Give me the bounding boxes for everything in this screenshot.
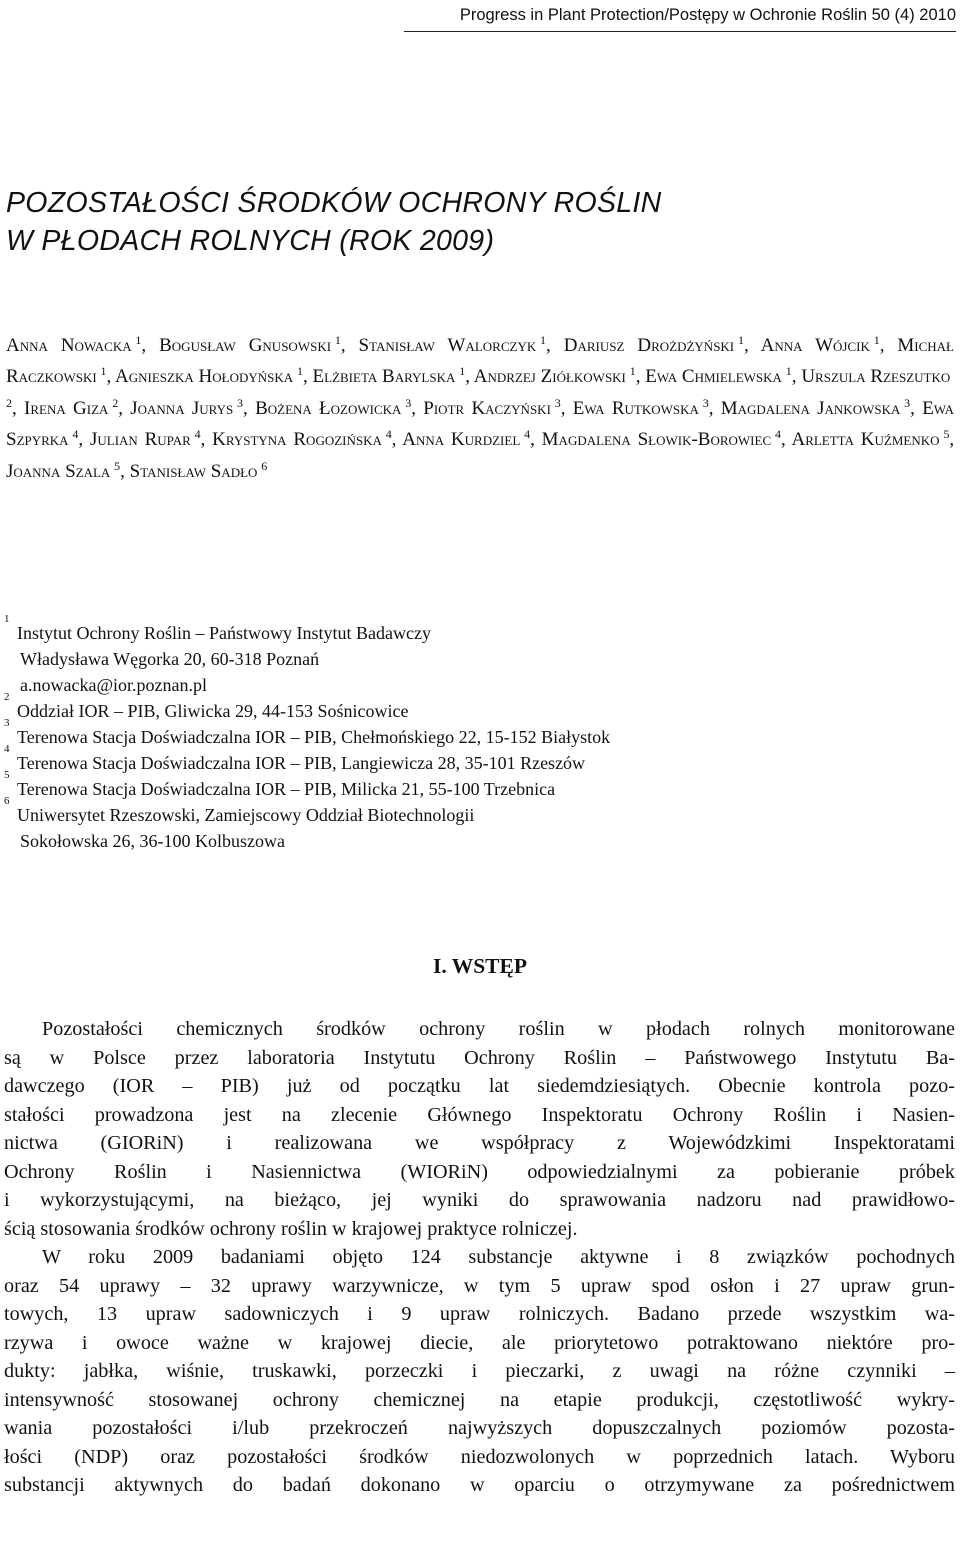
- author-affiliation-marker: 4: [194, 427, 201, 442]
- author-name: Michał Raczkowski: [6, 335, 955, 388]
- article-title: [6, 184, 946, 260]
- author: [24, 395, 119, 419]
- author: [212, 429, 392, 450]
- paragraph-line: nictwa (GIORiN) i realizowana we współpracy z Wojewódzkimi Inspektoratami: [4, 1132, 955, 1154]
- paragraph-line: Ochrony Roślin i Nasiennictwa (WIORiN) odpowiedzialnymi za pobieranie próbek: [4, 1160, 955, 1183]
- affiliation-line: Uniwersytet Rzeszowski, Zamiejscowy Oddział Biotechnologii: [17, 805, 475, 825]
- affiliation-line: Terenowa Stacja Doświadczalna IOR – PIB, Langiewicza 28, 35-101 Rzeszów: [17, 753, 586, 773]
- paragraph-line: dukty: jabłka, wiśnie, truskawki, porzeczki i pieczarki, z uwagi na różne czynniki –: [4, 1360, 955, 1382]
- author-affiliation-marker: 4: [774, 427, 781, 442]
- author-name: Irena Giza: [24, 397, 109, 419]
- paragraph-line: oraz 54 uprawy – 32 uprawy warzywnicze, w tym 5 upraw spod osłon i 27 upraw grun-: [4, 1274, 955, 1297]
- paragraph: [4, 1015, 955, 1243]
- paragraph-line: stałości prowadzona jest na zlecenie Głównego Inspektoratu Ochrony Roślin i Nasien-: [4, 1103, 955, 1126]
- author-name: Magdalena Jankowska: [720, 397, 901, 419]
- affiliation-item: [4, 613, 904, 698]
- paragraph-line: są w Polsce przez laboratoria Instytutu Ochrony Roślin – Państwowego Instytutu Ba-: [4, 1046, 955, 1069]
- author-name: Arletta Kuźmenko: [791, 429, 940, 451]
- author-name: Elżbieta Barylska: [312, 366, 456, 388]
- author-affiliation-marker: 1: [459, 364, 466, 379]
- affiliation-item: [4, 795, 904, 854]
- author-name: Urszula Rzeszutko: [801, 366, 951, 388]
- author: [791, 429, 949, 450]
- author: [572, 395, 709, 419]
- paragraph-line: rzywa i owoce ważne w krajowej diecie, ale priorytetowo potraktowano niektóre pro-: [4, 1331, 955, 1354]
- affiliation-item: [4, 769, 904, 802]
- author-name: Krystyna Rogozińska: [212, 429, 382, 451]
- author: [313, 366, 466, 387]
- affiliation-list: [4, 613, 904, 854]
- author-affiliation-marker: 1: [785, 364, 792, 379]
- author-affiliation-marker: 3: [554, 395, 561, 410]
- author-name: Anna Nowacka: [6, 335, 132, 356]
- author: [159, 335, 341, 356]
- article-title-line: W PŁODACH ROLNYCH (ROK 2009): [6, 225, 495, 257]
- affiliation-number: 1: [4, 613, 10, 625]
- author-name: Joanna Szala: [6, 460, 111, 482]
- author-name: Stanisław Walorczyk: [358, 335, 537, 356]
- paragraph-line: substancji aktywnych do badań dokonano w oparciu o otrzymywane za pośrednictwem: [4, 1474, 955, 1496]
- affiliation-line: Władysława Węgorka 20, 60-318 Poznań: [20, 649, 320, 669]
- author: [761, 335, 880, 356]
- author-list: Anna Nowacka $^1$, Bogusław Gnusowski $^1$, Stanisław Walorczyk $^1$, Dariusz Drożdżyński $^1$, Anna Wójcik $^1$, Michał Raczkowski $^1$, Agnieszka Hołodyńska $^1$, Elżbieta Barylska $^1$, Andrzej Ziółkowski $^1$, Ewa Chmielewska $^1$, Urszula Rzeszutko $^2$, Irena Giza $^2$, Joanna Jurys $^3$, Bożena Łozowicka $^3$, Piotr Kaczyński $^3$, Ewa Rutkowska $^3$, Magdalena Jankowska $^3$, Ewa Szpyrka $^4$, Julian Rupar $^4$, Krystyna Rogozińska $^4$, Anna Kurdziel $^4$, Magdalena Słowik-Borowiec $^4$, Arletta Kuźmenko $^5$, Joanna Szala $^5$, Stanisław Sadło $^6$: [6, 333, 955, 482]
- paragraph-line: towych, 13 upraw sadowniczych i 9 upraw rolniczych. Badano przede wszystkim wa-: [4, 1303, 955, 1325]
- paragraph-line: i wykorzystującymi, na bieżąco, jej wyniki do sprawowania nadzoru nad prawidłowo-: [4, 1189, 955, 1211]
- author: [720, 395, 911, 419]
- author: [402, 429, 530, 450]
- paragraph-line: W roku 2009 badaniami objęto 124 substancje aktywne i 8 związków pochodnych: [42, 1246, 955, 1268]
- affiliation-item: [4, 691, 904, 724]
- author: [423, 395, 561, 419]
- author-affiliation-marker: 5: [114, 458, 121, 473]
- author-affiliation-marker: 1: [629, 364, 636, 379]
- affiliation-line: a.nowacka@ior.poznan.pl: [20, 675, 208, 695]
- author: [6, 335, 141, 356]
- author-affiliation-marker: 1: [135, 333, 142, 347]
- author: [130, 395, 244, 419]
- author: [474, 366, 636, 387]
- author-affiliation-marker: 1: [873, 333, 880, 347]
- affiliation-number: 6: [4, 795, 10, 807]
- author-name: Bogusław Gnusowski: [159, 335, 332, 356]
- section-heading: I. WSTĘP: [433, 954, 527, 978]
- paragraph-line: ścią stosowania środków ochrony roślin w krajowej praktyce rolniczej.: [4, 1217, 578, 1240]
- author-name: Joanna Jurys: [130, 397, 234, 419]
- paragraph: [4, 1243, 955, 1500]
- author-affiliation-marker: 3: [702, 395, 709, 410]
- author-affiliation-marker: 5: [943, 427, 950, 442]
- author-affiliation-marker: 1: [540, 333, 547, 347]
- author-affiliation-marker: 1: [296, 364, 303, 379]
- affiliation-line: Instytut Ochrony Roślin – Państwowy Instytut Badawczy: [17, 623, 431, 643]
- author-name: Magdalena Słowik-Borowiec: [541, 429, 772, 451]
- author-affiliation-marker: 1: [737, 333, 744, 347]
- affiliation-number: 5: [4, 769, 10, 781]
- author: [255, 395, 412, 419]
- affiliation-number: 3: [4, 717, 10, 729]
- author: [115, 366, 303, 387]
- author: [542, 429, 781, 450]
- author-affiliation-marker: 3: [904, 395, 911, 410]
- author-name: Anna Wójcik: [760, 335, 870, 356]
- author-affiliation-marker: 2: [6, 395, 12, 410]
- author-name: Ewa Rutkowska: [572, 397, 699, 419]
- author-name: Ewa Chmielewska: [645, 366, 782, 388]
- affiliation-line: Sokołowska 26, 36-100 Kolbuszowa: [20, 831, 285, 851]
- affiliation-item: [4, 717, 904, 750]
- paragraph-line: wania pozostałości i/lub przekroczeń najwyższych dopuszczalnych poziomów pozosta-: [4, 1417, 955, 1439]
- author-affiliation-marker: 1: [100, 364, 107, 379]
- article-title-line: POZOSTAŁOŚCI ŚRODKÓW OCHRONY ROŚLIN: [6, 187, 662, 219]
- paragraph-line: dawczego (IOR – PIB) już od początku lat siedemdziesiątych. Obecnie kontrola pozo-: [4, 1075, 955, 1097]
- author-name: Ewa Szpyrka: [6, 397, 955, 451]
- affiliation-line: Terenowa Stacja Doświadczalna IOR – PIB, Chełmońskiego 22, 15-152 Białystok: [17, 727, 611, 747]
- author-name: Stanisław Sadło: [129, 460, 258, 482]
- author-affiliation-marker: 3: [237, 395, 244, 410]
- author: [359, 335, 547, 356]
- affiliation-line: Terenowa Stacja Doświadczalna IOR – PIB, Milicka 21, 55-100 Trzebnica: [17, 779, 556, 799]
- author-name: Anna Kurdziel: [402, 429, 521, 451]
- author-affiliation-marker: 4: [385, 427, 392, 442]
- body-text: [4, 1015, 955, 1500]
- author: [6, 458, 121, 482]
- author: [645, 366, 792, 387]
- author-affiliation-marker: 4: [72, 427, 79, 442]
- author-affiliation-marker: 1: [334, 333, 341, 347]
- author-name: Bożena Łozowicka: [255, 397, 402, 419]
- author: [564, 335, 744, 356]
- paragraph-line: łości (NDP) oraz pozostałości środków niedozwolonych w poprzednich latach. Wyboru: [4, 1445, 955, 1468]
- author-name: Julian Rupar: [89, 429, 191, 451]
- author: [129, 458, 268, 482]
- paragraph-line: intensywność stosowanej ochrony chemicznej na etapie produkcji, częstotliwość wykry-: [4, 1388, 955, 1411]
- affiliation-item: [4, 743, 904, 776]
- author: [90, 429, 201, 450]
- author-affiliation-marker: 2: [112, 395, 119, 410]
- author-affiliation-marker: 4: [524, 427, 531, 442]
- affiliation-number: 2: [4, 691, 10, 703]
- author-name: Dariusz Drożdżyński: [563, 335, 735, 356]
- affiliation-number: 4: [4, 743, 10, 755]
- author-name: Piotr Kaczyński: [423, 397, 551, 419]
- author-name: Andrzej Ziółkowski: [473, 366, 626, 388]
- affiliation-line: Oddział IOR – PIB, Gliwicka 29, 44-153 Sośnicowice: [17, 701, 409, 721]
- paragraph-line: Pozostałości chemicznych środków ochrony roślin w płodach rolnych monitorowane: [42, 1018, 955, 1040]
- author-affiliation-marker: 6: [261, 458, 268, 473]
- author-affiliation-marker: 3: [405, 395, 412, 410]
- running-head: Progress in Plant Protection/Postępy w Ochronie Roślin 50 (4) 2010: [404, 2, 956, 32]
- author-name: Agnieszka Hołodyńska: [115, 366, 294, 388]
